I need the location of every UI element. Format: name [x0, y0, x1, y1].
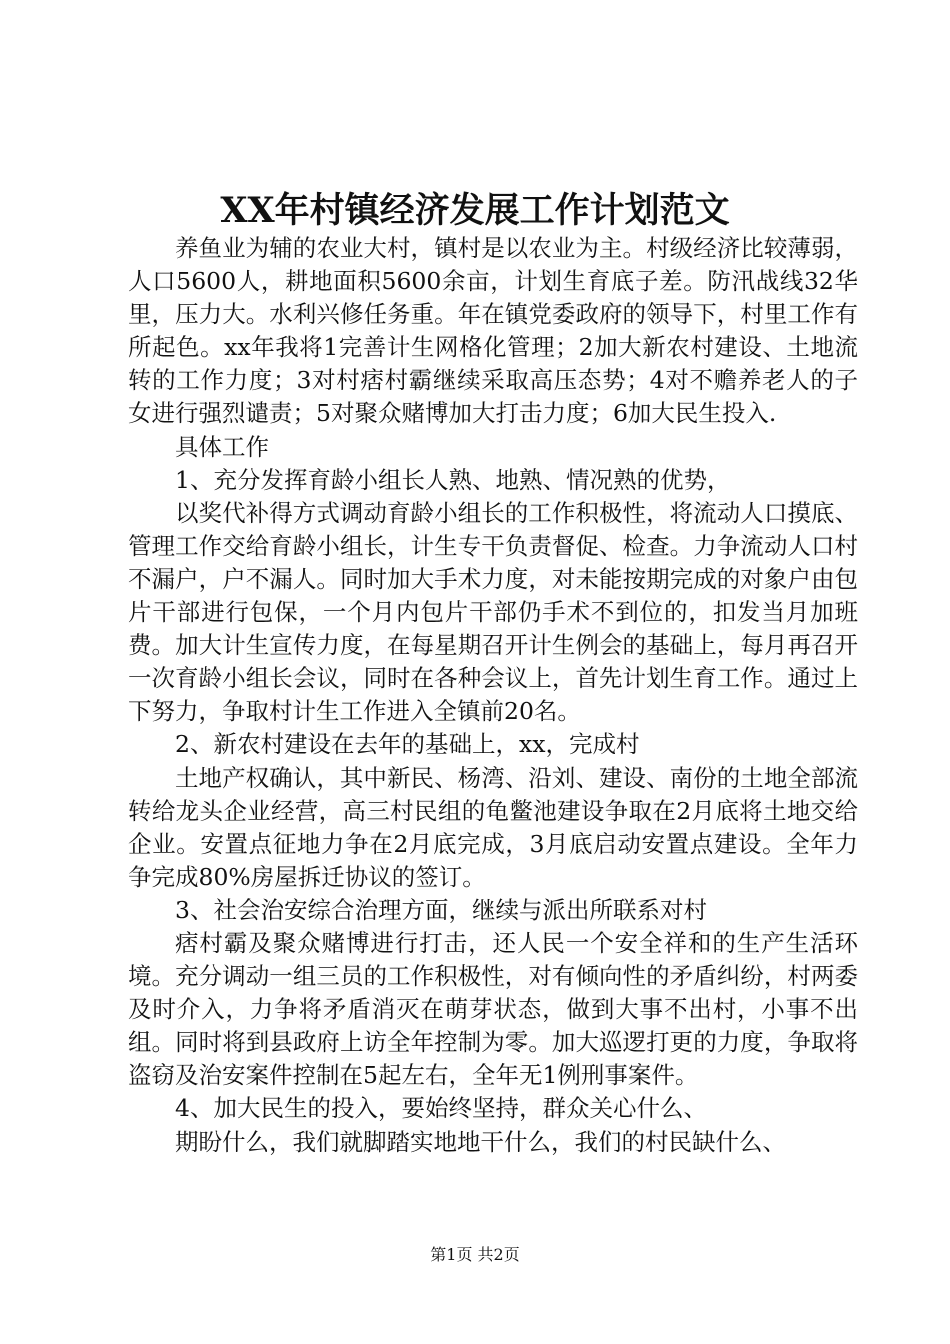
document-body	[128, 232, 858, 1159]
paragraph-item-4-body: 期盼什么，我们就脚踏实地地干什么，我们的村民缺什么、	[175, 1127, 786, 1156]
paragraph-item-4-heading: 4、加大民生的投入，要始终坚持，群众关心什么、	[175, 1094, 707, 1123]
document-title: XX年村镇经济发展工作计划范文	[220, 190, 730, 231]
page-number-footer: 第1页 共2页	[430, 1245, 520, 1264]
paragraph-intro: 养鱼业为辅的农业大村，镇村是以农业为主。村级经济比较薄弱，人口5600人，耕地面积5600余亩，计划生育底子差。防汛战线32华里，压力大。水利兴修任务重。年在镇党委政府的领导下，村里工作有所起色。xx年我将1完善计生网格化管理；2加大新农村建设、土地流转的工作力度；3对村痞村霸继续采取高压态势；4对不赡养老人的子女进行强烈谴责；5对聚众赌博加大打击力度；6加大民生投入.	[128, 234, 858, 428]
paragraph-heading-specific-work: 具体工作	[175, 432, 269, 461]
paragraph-item-1-heading: 1、充分发挥育龄小组长人熟、地熟、情况熟的优势，	[175, 465, 731, 494]
paragraph-item-1-body: 以奖代补得方式调动育龄小组长的工作积极性，将流动人口摸底、管理工作交给育龄小组长，计生专干负责督促、检查。力争流动人口村不漏户，户不漏人。同时加大手术力度，对未能按期完成的对象户由包片干部进行包保，一个月内包片干部仍手术不到位的，扣发当月加班费。加大计生宣传力度，在每星期召开计生例会的基础上，每月再召开一次育龄小组长会议，同时在各种会议上，首先计划生育工作。通过上下努力，争取村计生工作进入全镇前20名。	[128, 498, 858, 726]
paragraph-item-2-heading: 2、新农村建设在去年的基础上，xx，完成村	[175, 730, 640, 759]
paragraph-item-3-body: 痞村霸及聚众赌博进行打击，还人民一个安全祥和的生产生活环境。充分调动一组三员的工作积极性，对有倾向性的矛盾纠纷，村两委及时介入，力争将矛盾消灭在萌芽状态，做到大事不出村，小事不出组。同时将到县政府上访全年控制为零。加大巡逻打更的力度，争取将盗窃及治安案件控制在5起左右，全年无1例刑事案件。	[128, 928, 858, 1090]
paragraph-item-3-heading: 3、社会治安综合治理方面，继续与派出所联系对村	[175, 895, 707, 924]
paragraph-item-2-body: 土地产权确认，其中新民、杨湾、沿刘、建设、南份的土地全部流转给龙头企业经营，高三村民组的龟鳖池建设争取在2月底将土地交给企业。安置点征地力争在2月底完成，3月底启动安置点建设。全年力争完成80%房屋拆迁协议的签订。	[128, 763, 858, 891]
